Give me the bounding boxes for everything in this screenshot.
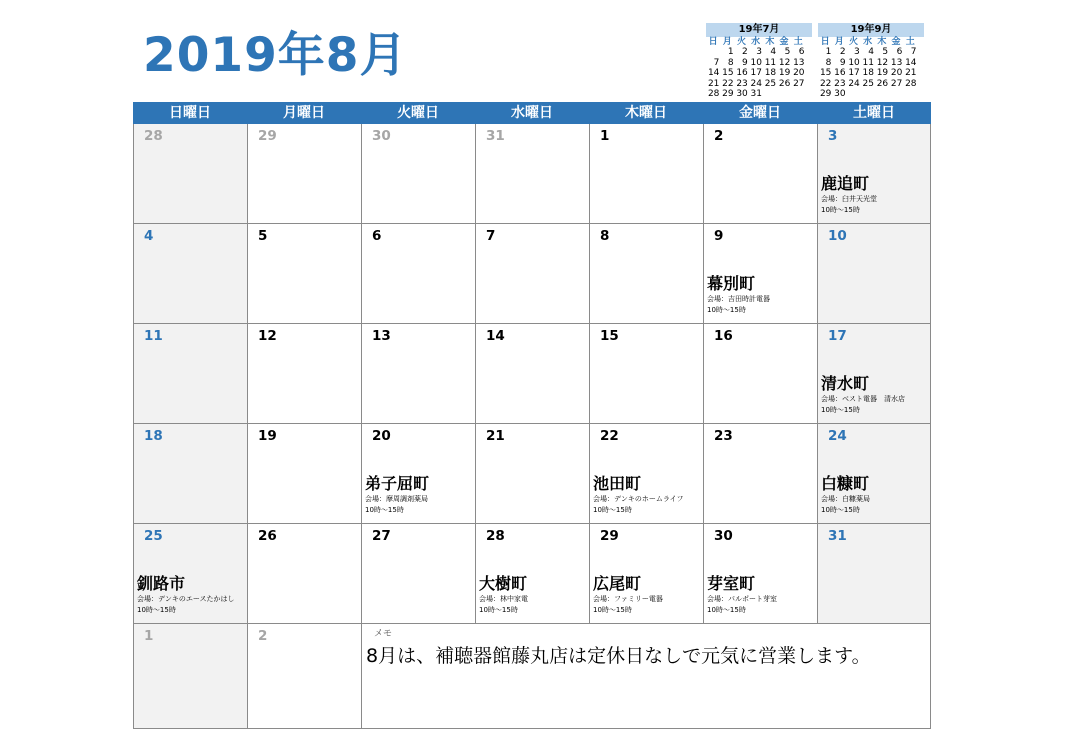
day-cell[interactable]: [361, 524, 475, 624]
mini-day: 10: [848, 57, 860, 68]
event-town: 鹿追町: [821, 174, 870, 193]
day-cell[interactable]: [703, 124, 817, 224]
mini-day: 22: [722, 78, 734, 89]
mini-weekday: 水: [863, 37, 873, 47]
mini-day: 19: [876, 68, 889, 79]
mini-day: [846, 89, 860, 99]
mini-day: 25: [764, 78, 777, 89]
mini-day: 22: [819, 78, 832, 89]
mini-day: 12: [876, 57, 889, 68]
day-number: 31: [486, 128, 505, 144]
memo-area: [361, 624, 931, 729]
mini-day: [861, 89, 875, 99]
day-number: 8: [600, 228, 610, 244]
day-cell[interactable]: [133, 624, 247, 729]
mini-day: 2: [839, 47, 846, 58]
day-number: 30: [714, 528, 733, 544]
calendar-week-row: [133, 624, 931, 729]
mini-day: 17: [848, 68, 860, 79]
mini-day: 5: [784, 47, 791, 58]
day-number: 12: [258, 328, 277, 344]
day-number: 21: [486, 428, 505, 444]
day-cell[interactable]: [133, 424, 247, 524]
day-cell[interactable]: [247, 524, 361, 624]
day-number: 13: [372, 328, 391, 344]
mini-calendar-week: [818, 89, 924, 99]
day-number: 15: [600, 328, 619, 344]
mini-weekday: 日: [708, 37, 718, 47]
event: [593, 474, 703, 516]
event: [479, 574, 589, 616]
mini-day: 9: [742, 57, 748, 68]
mini-day: 14: [707, 68, 720, 79]
day-cell[interactable]: [475, 324, 589, 424]
weekday-label: 木曜日: [625, 105, 667, 121]
weekday-label: 日曜日: [169, 105, 211, 121]
day-number: 24: [828, 428, 847, 444]
mini-day: 28: [707, 89, 720, 100]
mini-day: 27: [890, 78, 903, 89]
calendar-week-row: [133, 524, 931, 624]
calendar-grid: [133, 124, 931, 729]
event: [821, 474, 931, 516]
day-number: 28: [144, 128, 163, 144]
event-hours: 10時～15時: [707, 306, 746, 314]
event-hours: 10時～15時: [593, 506, 632, 514]
day-number: 2: [714, 128, 724, 144]
mini-day: 29: [722, 89, 734, 100]
event-venue: 会場：林中家電: [479, 595, 528, 603]
day-number: 29: [600, 528, 619, 544]
day-number: 31: [828, 528, 847, 544]
weekday-header: [133, 102, 931, 124]
mini-day: 25: [862, 78, 874, 89]
mini-calendar-september: [818, 23, 924, 99]
mini-day: 30: [736, 89, 748, 100]
mini-day: 11: [764, 57, 777, 68]
event-hours: 10時～15時: [821, 206, 860, 214]
mini-calendar-week: [818, 47, 924, 57]
event: [707, 274, 817, 316]
mini-day: 20: [793, 68, 805, 79]
mini-weekday: 土: [793, 37, 803, 47]
day-cell[interactable]: [247, 324, 361, 424]
mini-day: [889, 89, 903, 99]
mini-day: 31: [750, 89, 762, 100]
event: [821, 174, 931, 216]
mini-day: 27: [793, 78, 805, 89]
event: [593, 574, 703, 616]
day-number: 27: [372, 528, 391, 544]
mini-weekday: 月: [722, 37, 732, 47]
memo-box[interactable]: [361, 624, 931, 729]
day-cell[interactable]: [703, 424, 817, 524]
event-hours: 10時～15時: [593, 606, 632, 614]
day-number: 25: [144, 528, 163, 544]
mini-day: 20: [890, 68, 903, 79]
mini-weekday: 火: [848, 37, 858, 47]
event-hours: 10時～15時: [479, 606, 518, 614]
mini-day: 2: [742, 47, 748, 58]
event-hours: 10時～15時: [137, 606, 176, 614]
day-cell[interactable]: [247, 624, 361, 729]
mini-day: 11: [862, 57, 874, 68]
event-town: 芽室町: [707, 574, 756, 593]
event-hours: 10時～15時: [707, 606, 746, 614]
day-cell-with-event[interactable]: [361, 424, 475, 524]
mini-day: 26: [876, 78, 889, 89]
day-number: 14: [486, 328, 505, 344]
event-venue: 会場：ファミリー電器: [593, 595, 663, 603]
day-cell[interactable]: [475, 224, 589, 324]
event: [137, 574, 247, 616]
event-town: 池田町: [593, 474, 642, 493]
memo-label: メモ: [374, 629, 393, 639]
mini-day: [791, 89, 805, 99]
day-cell[interactable]: [475, 424, 589, 524]
day-number: 3: [828, 128, 838, 144]
mini-day: 15: [819, 68, 832, 79]
day-cell[interactable]: [589, 324, 703, 424]
calendar-week-row: [133, 324, 931, 424]
mini-day: 16: [834, 68, 846, 79]
event-hours: 10時～15時: [365, 506, 404, 514]
event-venue: 会場：摩周調剤薬局: [365, 495, 428, 503]
mini-day: 21: [707, 78, 720, 89]
mini-day: 15: [722, 68, 734, 79]
day-number: 17: [828, 328, 847, 344]
day-number: 2: [258, 628, 268, 644]
mini-day: 23: [834, 78, 846, 89]
mini-day: 6: [896, 47, 903, 58]
day-cell-with-event[interactable]: [475, 524, 589, 624]
mini-day: 5: [882, 47, 889, 58]
mini-day: 7: [910, 47, 917, 58]
event-venue: 会場：吉田時計電器: [707, 295, 770, 303]
mini-day: 16: [736, 68, 748, 79]
mini-day: [763, 89, 777, 99]
mini-calendar-week: [818, 58, 924, 68]
day-cell[interactable]: [361, 124, 475, 224]
day-number: 23: [714, 428, 733, 444]
day-cell[interactable]: [361, 224, 475, 324]
day-cell[interactable]: [247, 224, 361, 324]
day-number: 4: [144, 228, 154, 244]
event: [821, 374, 931, 416]
weekday-label: 火曜日: [397, 105, 439, 121]
day-cell[interactable]: [247, 424, 361, 524]
mini-calendar-week: [818, 68, 924, 78]
mini-day: 4: [868, 47, 874, 58]
mini-calendar-weekdays: [818, 37, 924, 47]
mini-day: 4: [770, 47, 777, 58]
day-number: 19: [258, 428, 277, 444]
event-hours: 10時～15時: [821, 406, 860, 414]
mini-weekday: 火: [736, 37, 746, 47]
mini-weekday: 木: [877, 37, 887, 47]
day-cell[interactable]: [703, 324, 817, 424]
mini-weekday: 水: [751, 37, 761, 47]
mini-day: 26: [778, 78, 791, 89]
event-town: 釧路市: [137, 574, 186, 593]
day-cell-with-event[interactable]: [817, 124, 931, 224]
event-venue: 会場：白糠薬局: [821, 495, 870, 503]
mini-calendar-week: [818, 79, 924, 89]
mini-weekday: 金: [779, 37, 789, 47]
calendar-week-row: [133, 224, 931, 324]
mini-day: 6: [798, 47, 805, 58]
day-cell-with-event[interactable]: [133, 524, 247, 624]
mini-weekday: 日: [820, 37, 830, 47]
mini-day: 21: [905, 68, 917, 79]
mini-calendar-week: [706, 47, 812, 57]
weekday-label: 水曜日: [511, 105, 553, 121]
mini-weekday: 月: [834, 37, 844, 47]
mini-day: 24: [848, 78, 860, 89]
day-cell[interactable]: [133, 224, 247, 324]
day-number: 28: [486, 528, 505, 544]
day-cell[interactable]: [589, 224, 703, 324]
month-calendar: [133, 102, 931, 729]
day-cell[interactable]: [133, 124, 247, 224]
mini-day: 30: [834, 89, 846, 100]
mini-day: 3: [756, 47, 762, 58]
event-town: 清水町: [821, 374, 870, 393]
day-number: 29: [258, 128, 277, 144]
mini-day: 7: [713, 57, 720, 68]
day-cell[interactable]: [817, 524, 931, 624]
day-cell[interactable]: [361, 324, 475, 424]
mini-weekday: 木: [765, 37, 775, 47]
mini-day: 17: [750, 68, 762, 79]
mini-day: [777, 89, 791, 99]
mini-weekday: 土: [905, 37, 915, 47]
day-cell-with-event[interactable]: [589, 524, 703, 624]
weekday-label: 土曜日: [853, 105, 895, 121]
event-town: 広尾町: [593, 574, 642, 593]
day-cell-with-event[interactable]: [703, 524, 817, 624]
event: [365, 474, 475, 516]
event-town: 弟子屈町: [365, 474, 430, 493]
day-cell[interactable]: [133, 324, 247, 424]
event-town: 白糠町: [821, 474, 870, 493]
weekday-label: 月曜日: [283, 105, 325, 121]
day-number: 26: [258, 528, 277, 544]
mini-day: 13: [890, 57, 903, 68]
day-cell-with-event[interactable]: [817, 324, 931, 424]
mini-day: 13: [793, 57, 805, 68]
mini-day: [875, 89, 889, 99]
weekday-label: 金曜日: [739, 105, 781, 121]
mini-calendar-week: [706, 68, 812, 78]
event-hours: 10時～15時: [821, 506, 860, 514]
mini-day: 28: [905, 78, 917, 89]
event-venue: 会場：ベスト電器 清水店: [821, 395, 905, 403]
day-number: 11: [144, 328, 163, 344]
day-number: 20: [372, 428, 391, 444]
event: [707, 574, 817, 616]
mini-day: [903, 89, 917, 99]
day-number: 16: [714, 328, 733, 344]
event-venue: 会場：パルポート芽室: [707, 595, 777, 603]
day-number: 6: [372, 228, 382, 244]
memo-text: 8月は、補聴器館藤丸店は定休日なしで元気に営業します。: [366, 645, 871, 667]
day-number: 10: [828, 228, 847, 244]
mini-calendar-weekdays: [706, 37, 812, 47]
mini-calendar-week: [706, 89, 812, 99]
mini-weekday: 金: [891, 37, 901, 47]
mini-day: 8: [727, 57, 734, 68]
day-cell[interactable]: [589, 124, 703, 224]
day-number: 1: [600, 128, 610, 144]
day-number: 9: [714, 228, 724, 244]
day-number: 22: [600, 428, 619, 444]
mini-calendar-week: [706, 79, 812, 89]
event-venue: 会場：臼井天光堂: [821, 195, 877, 203]
mini-day: 24: [750, 78, 762, 89]
event-venue: 会場：デンキのエースたかはし: [137, 595, 235, 603]
calendar-week-row: [133, 424, 931, 524]
mini-day: 23: [736, 78, 748, 89]
event-venue: 会場：デンキのホームライフ: [593, 495, 684, 503]
day-number: 7: [486, 228, 496, 244]
mini-day: 3: [854, 47, 860, 58]
day-cell[interactable]: [247, 124, 361, 224]
event-town: 大樹町: [479, 574, 528, 593]
day-cell[interactable]: [475, 124, 589, 224]
mini-calendar-july: [706, 23, 812, 99]
day-cell-with-event[interactable]: [817, 424, 931, 524]
mini-day: 14: [905, 57, 917, 68]
calendar-week-row: [133, 124, 931, 224]
mini-calendar-week: [706, 58, 812, 68]
mini-day: 19: [778, 68, 791, 79]
mini-day: 12: [778, 57, 791, 68]
day-number: 18: [144, 428, 163, 444]
mini-day: 29: [819, 89, 832, 100]
day-number: 5: [258, 228, 268, 244]
day-cell[interactable]: [817, 224, 931, 324]
mini-day: [706, 47, 720, 57]
day-number: 30: [372, 128, 391, 144]
day-cell-with-event[interactable]: [703, 224, 817, 324]
mini-day: 1: [825, 47, 832, 58]
mini-day: 18: [862, 68, 874, 79]
mini-day: 10: [750, 57, 762, 68]
event-town: 幕別町: [707, 274, 756, 293]
mini-calendar-title: 19年7月: [706, 23, 812, 37]
mini-day: 18: [764, 68, 777, 79]
mini-calendar-title: 19年9月: [818, 23, 924, 37]
day-cell-with-event[interactable]: [589, 424, 703, 524]
calendar-title: 2019年8月: [143, 28, 408, 83]
mini-day: 9: [839, 57, 846, 68]
day-number: 1: [144, 628, 154, 644]
mini-day: 1: [727, 47, 734, 58]
mini-day: 8: [825, 57, 832, 68]
